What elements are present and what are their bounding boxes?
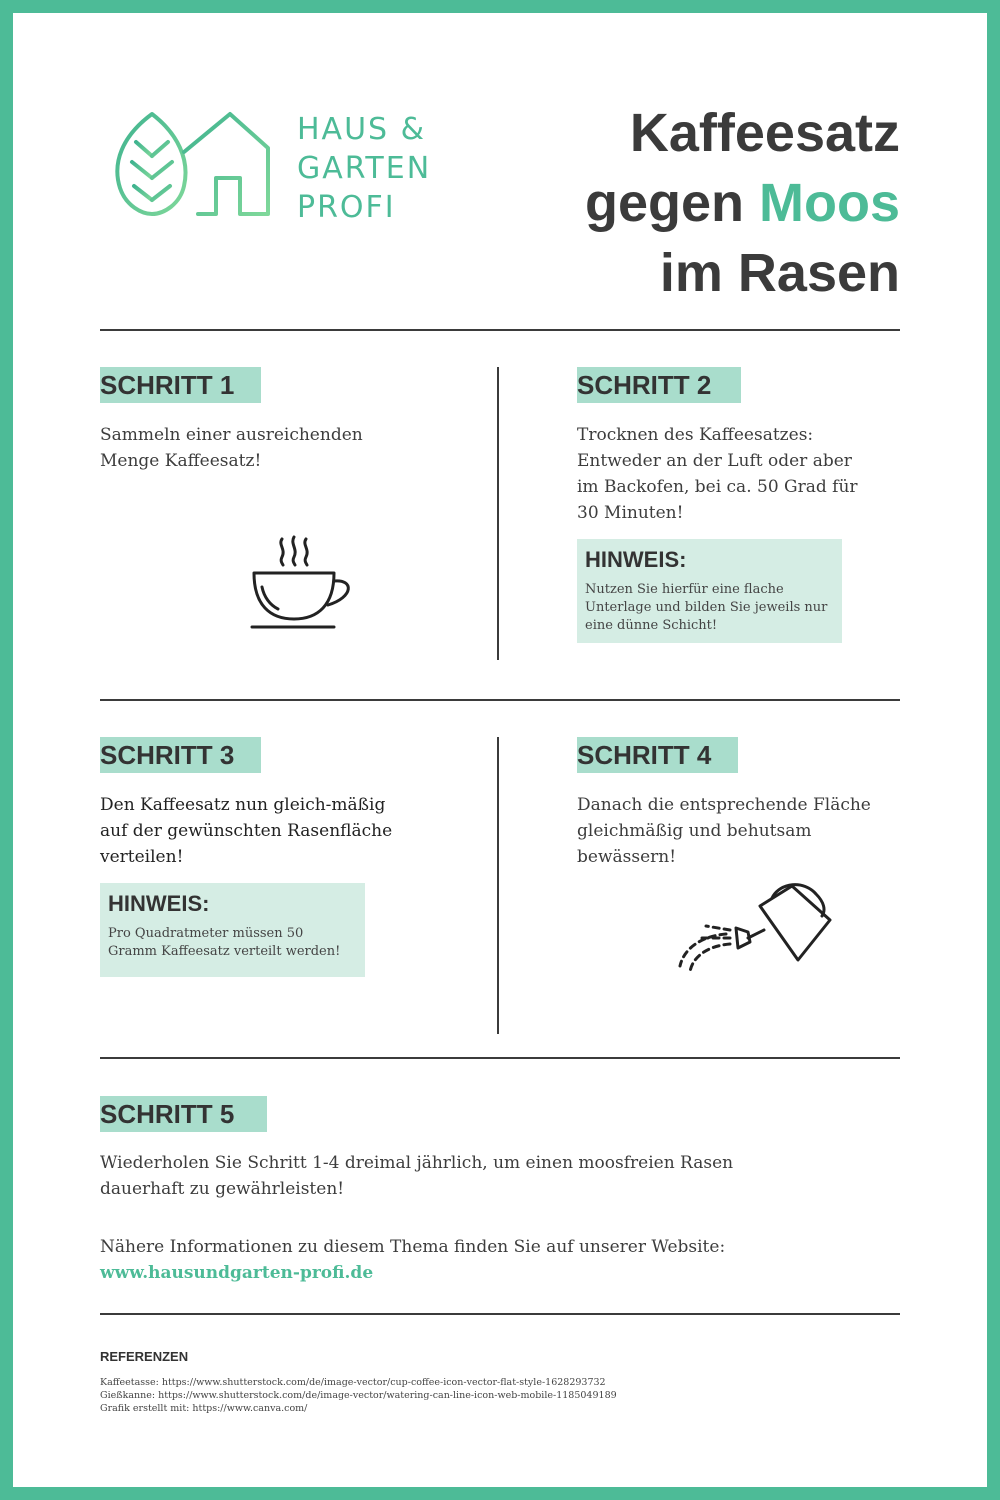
divider bbox=[100, 1057, 900, 1059]
website-link[interactable]: www.hausundgarten-profi.de bbox=[100, 1263, 374, 1283]
reference-item: Gießkanne: https://www.shutterstock.com/de/image-vector/watering-can-line-icon-web-mobile-1185049189 bbox=[100, 1390, 617, 1401]
step-1-label: SCHRITT 1 bbox=[100, 367, 261, 403]
hint-line: Pro Quadratmeter müssen 50 bbox=[108, 926, 304, 941]
title-line-3: im Rasen bbox=[659, 243, 900, 303]
step-5-label: SCHRITT 5 bbox=[100, 1096, 267, 1132]
step-4-label: SCHRITT 4 bbox=[577, 737, 738, 773]
step-3-text-line: verteilen! bbox=[100, 847, 184, 867]
reference-item: Grafik erstellt mit: https://www.canva.com/ bbox=[100, 1403, 308, 1414]
hint-text bbox=[585, 581, 834, 635]
references-heading: REFERENZEN bbox=[100, 1349, 189, 1364]
info-block bbox=[100, 1234, 725, 1286]
step-2-text bbox=[577, 422, 858, 526]
step-2-text-line: Trocknen des Kaffeesatzes: bbox=[577, 425, 814, 445]
step-3-text-line: auf der gewünschten Rasenfläche bbox=[100, 821, 393, 841]
step-4-text bbox=[577, 792, 871, 870]
divider bbox=[100, 329, 900, 331]
step-4-text-line: Danach die entsprechende Fläche bbox=[577, 795, 871, 815]
step-4-text-line: gleichmäßig und behutsam bbox=[577, 821, 812, 841]
brand-line-1: HAUS & bbox=[297, 112, 427, 147]
hint-text bbox=[108, 925, 357, 961]
step-3-text bbox=[100, 792, 392, 870]
title-accent: Moos bbox=[759, 173, 900, 233]
step-5-text bbox=[100, 1150, 733, 1202]
hint-title: HINWEIS: bbox=[108, 891, 210, 916]
hint-line: Unterlage und bilden Sie jeweils nur bbox=[585, 600, 828, 615]
leaf-house-icon bbox=[112, 108, 277, 223]
watering-can-icon bbox=[676, 880, 836, 985]
step-3-label: SCHRITT 3 bbox=[100, 737, 261, 773]
hint-line: eine dünne Schicht! bbox=[585, 618, 718, 633]
step-1-text-line: Sammeln einer ausreichenden bbox=[100, 425, 363, 445]
hint-line: Gramm Kaffeesatz verteilt werden! bbox=[108, 944, 341, 959]
step-2-text-line: 30 Minuten! bbox=[577, 503, 684, 523]
coffee-cup-icon bbox=[248, 535, 354, 640]
title-line-2 bbox=[585, 168, 900, 238]
info-text: Nähere Informationen zu diesem Thema finden Sie auf unserer Website: bbox=[100, 1237, 726, 1257]
column-divider bbox=[497, 367, 499, 660]
brand-name bbox=[297, 110, 431, 227]
step-3-hint bbox=[100, 883, 365, 977]
brand-line-2: GARTEN bbox=[297, 151, 432, 186]
step-2-text-line: im Backofen, bei ca. 50 Grad für bbox=[577, 477, 858, 497]
step-4-text-line: bewässern! bbox=[577, 847, 677, 867]
references-list bbox=[100, 1376, 617, 1415]
hint-title: HINWEIS: bbox=[585, 547, 687, 572]
step-1-text bbox=[100, 422, 363, 474]
hint-line: Nutzen Sie hierfür eine flache bbox=[585, 582, 784, 597]
step-5-text-line: dauerhaft zu gewährleisten! bbox=[100, 1179, 345, 1199]
divider bbox=[100, 699, 900, 701]
title-line-2-pre: gegen bbox=[584, 173, 759, 233]
step-2-text-line: Entweder an der Luft oder aber bbox=[577, 451, 852, 471]
step-5-text-line: Wiederholen Sie Schritt 1-4 dreimal jährlich, um einen moosfreien Rasen bbox=[100, 1153, 734, 1173]
title-line-1: Kaffeesatz bbox=[629, 103, 900, 163]
brand-line-3: PROFI bbox=[297, 190, 396, 225]
brand-logo bbox=[112, 108, 277, 223]
column-divider bbox=[497, 737, 499, 1034]
reference-item: Kaffeetasse: https://www.shutterstock.com/de/image-vector/cup-coffee-icon-vector-flat-style-1628293732 bbox=[100, 1377, 606, 1388]
step-2-hint bbox=[577, 539, 842, 643]
step-1-text-line: Menge Kaffeesatz! bbox=[100, 451, 262, 471]
step-2-label: SCHRITT 2 bbox=[577, 367, 741, 403]
step-3-text-line: Den Kaffeesatz nun gleich-mäßig bbox=[100, 795, 386, 815]
page-title bbox=[585, 98, 900, 308]
divider bbox=[100, 1313, 900, 1315]
